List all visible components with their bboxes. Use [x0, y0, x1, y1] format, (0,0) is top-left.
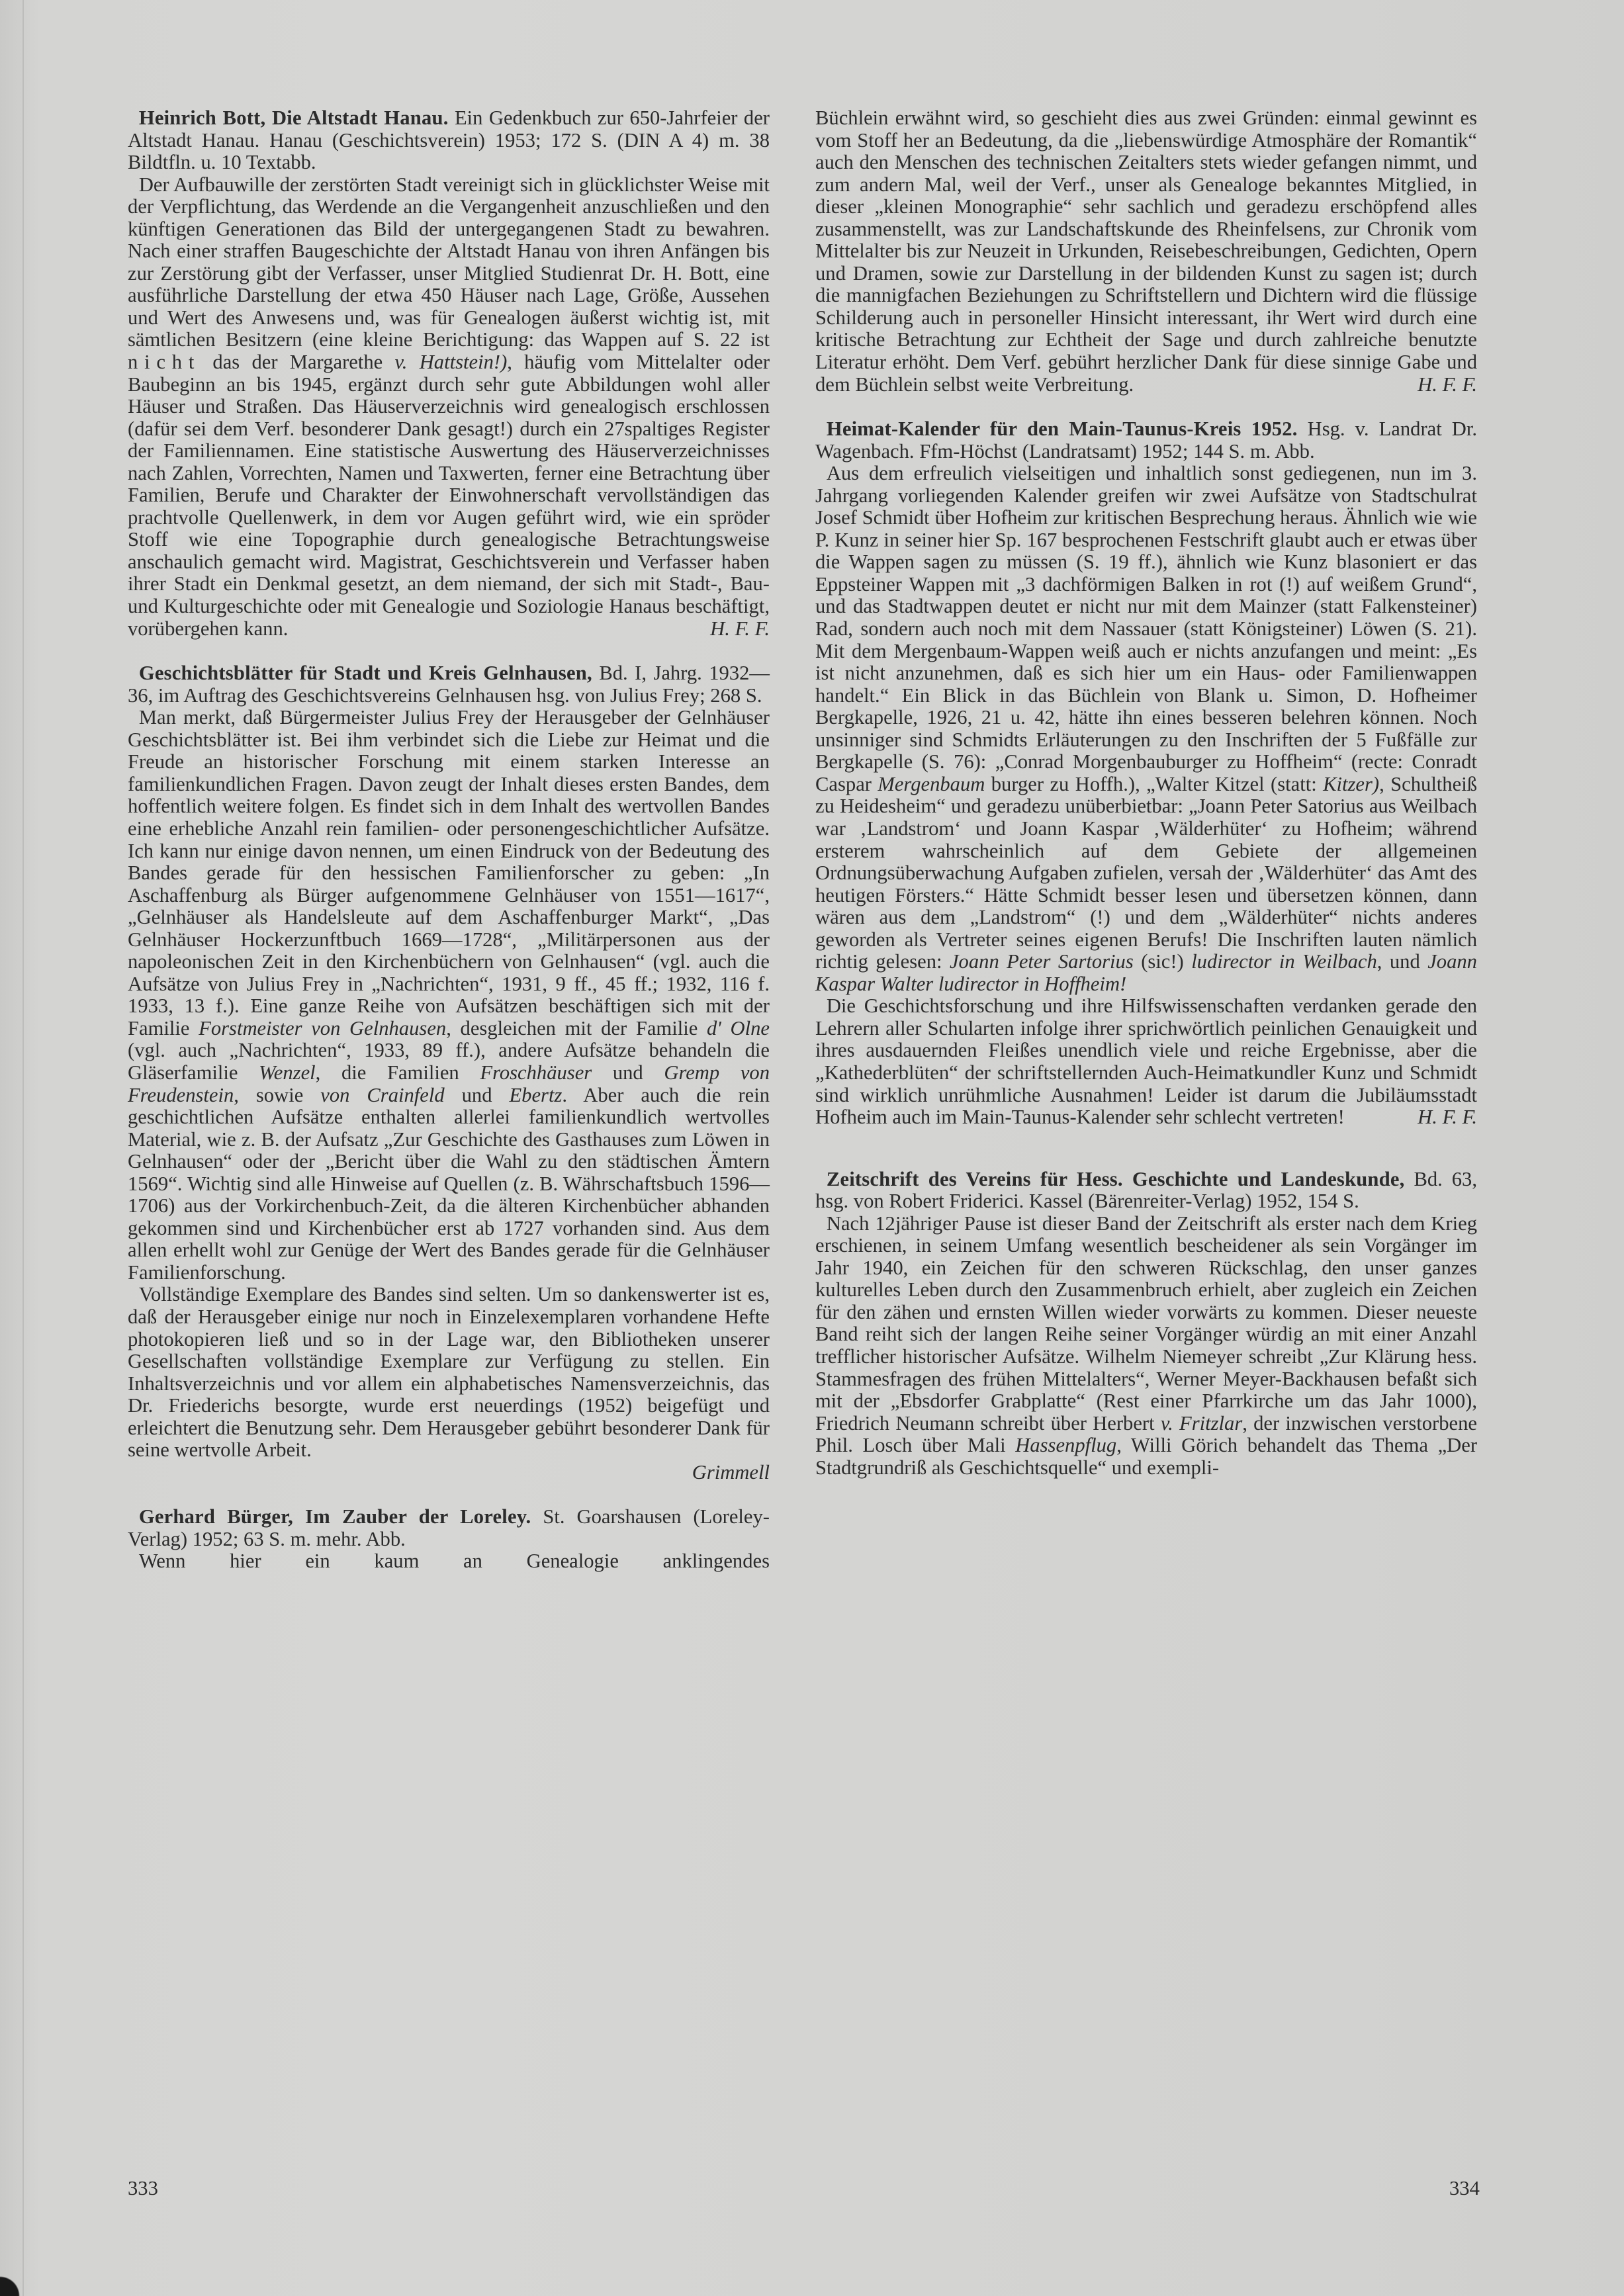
review-gerhard-buerger-continued: [815, 107, 1477, 396]
review-title: Zeitschrift des Vereins für Hess. Geschichte und Landeskunde,: [826, 1167, 1405, 1190]
page-number-left: 333: [128, 2177, 158, 2199]
review-body: [815, 463, 1477, 995]
review-title: Heimat-Kalender für den Main-Taunus-Kreis 1952.: [826, 418, 1298, 441]
review-header: [128, 1506, 770, 1550]
review-header: [815, 418, 1477, 463]
reviewer-signature: Grimmell: [692, 1460, 770, 1483]
review-heinrich-bott: [128, 107, 770, 640]
italic-name: Joann Peter Sartorius: [949, 950, 1134, 973]
body-text: , sowie: [234, 1083, 321, 1106]
body-text: , der inzwischen verstorbene Phil. Losch über Mali: [815, 1411, 1477, 1457]
italic-name: Kitzer): [1323, 772, 1380, 795]
body-text: Büchlein erwähnt wird, so geschieht dies aus zwei Gründen: einmal gewinnt es vom Stoff her an Bedeutung, da die „liebenswürdige Atmosphäre der Romantik“ auch den Menschen des technischen Zeitalters stets wieder gefangen nimmt, und zum andern Mal, weil der Verf., unser als Genealoge bekanntes Mitglied, in dieser „kleinen Monographie“ sehr sachlich und geradezu erschöpfend alles zusammenstellt, was zur Landschaftskunde des Rheinfelsens, zur Chronik vom Mittelalter bis zur Neuzeit in Urkunden, Reisebeschreibungen, Gedichten, Opern und Dramen, sowie zur Darstellung in der bildenden Kunst zu sagen ist; durch die mannigfachen Beziehungen zu Schriftstellern und Dichtern wird die flüssige Schilderung auch in personeller Hinsicht interessant, ihr Wert wird durch eine kritische Betrachtung zur Echtheit der Sage und durch zahlreiche benutzte Literatur erhöht. Dem Verf. gebührt herzlicher Dank für diese sinnige Gabe und dem Büchlein selbst weite Verbreitung.: [815, 107, 1477, 396]
review-citation: Bd. 63, hsg. von Robert Friderici. Kassel (Bärenreiter-Verlag) 1952, 154 S.: [815, 1167, 1477, 1213]
review-citation: Hsg. v. Landrat Dr. Wagenbach. Ffm-Höchst (Landratsamt) 1952; 144 S. m. Abb.: [815, 418, 1477, 463]
italic-name: v. Fritzlar: [1160, 1411, 1243, 1435]
italic-name: Ebertz: [509, 1083, 563, 1106]
italic-name: v. Hattstein!): [394, 351, 508, 374]
body-text: , die Familien: [315, 1061, 480, 1084]
body-text: (sic!): [1133, 950, 1192, 973]
right-column: [815, 107, 1477, 1479]
italic-name: Mergenbaum: [878, 772, 985, 795]
body-text: , Willi Görich behandelt das Thema „Der Stadtgrundriß als Geschichtsquelle“ und exempli-: [815, 1434, 1478, 1479]
review-header: [815, 1169, 1477, 1213]
review-body: [815, 995, 1477, 1128]
body-text: und: [592, 1061, 664, 1084]
book-gutter: [23, 0, 24, 2296]
body-text: (vgl. auch „Nachrichten“, 1933, 89 ff.), andere Aufsätze behandeln die Gläserfamilie: [128, 1039, 770, 1084]
reviewer-signature: H. F. F.: [1418, 1106, 1477, 1129]
review-body: [128, 707, 770, 1284]
body-text: und: [444, 1083, 510, 1106]
body-text: burger zu Hoffh.), „Walter Kitzel (statt:: [985, 772, 1324, 795]
italic-name: Joann Kaspar Walter ludirector in Hoffheim!: [815, 950, 1477, 995]
body-text: Nach 12jähriger Pause ist dieser Band der Zeitschrift als erster nach dem Krieg erschienen, in seinem Umfang wesentlich bescheidener als sein Vorgänger im Jahr 1940, ein Zeichen für den schweren Rückschlag, den unser ganzes kulturelles Leben durch den Zusammenbruch erhielt, aber zugleich ein Zeichen für den zähen und ernsten Willen wieder vorwärts zu kommen. Dieser neueste Band reiht sich der langen Reihe seiner Vorgänger würdig an mit einer Anzahl trefflicher historischer Aufsätze. Wilhelm Niemeyer schreibt „Zur Klärung hess. Stammesfragen des frühen Mittelalters“, Werner Meyer-Backhausen befaßt sich mit der „Ebsdorfer Grabplatte“ (Rest einer Pfarrkirche um das Jahr 1000), Friedrich Neumann schreibt über Herbert: [815, 1212, 1477, 1435]
review-citation: Ein Gedenkbuch zur 650-Jahrfeier der Altstadt Hanau. Hanau (Geschichtsverein) 1953; 172 S. (DIN A 4) m. 38 Bildtfln. u. 10 Textabb.: [128, 107, 770, 174]
page-corner-shadow: [0, 2270, 40, 2296]
review-title: Heinrich Bott, Die Altstadt Hanau.: [138, 107, 449, 129]
page-number-right: 334: [1449, 2177, 1480, 2199]
review-body: [815, 107, 1477, 396]
reviewer-signature: H. F. F.: [710, 617, 770, 640]
italic-name: ludirector in Weilbach: [1191, 950, 1377, 973]
review-citation: Bd. I, Jahrg. 1932—36, im Auftrag des Geschichtsvereins Gelnhausen hsg. von Julius Frey; 268 S.: [128, 662, 770, 707]
body-text: Man merkt, daß Bürgermeister Julius Frey der Herausgeber der Gelnhäuser Geschichtsblätter ist. Bei ihm verbindet sich die Liebe zur Heimat und die Freude an historischer Forschung mit einem starken Interesse an familienkundlichen Fragen. Davon zeugt der Inhalt dieses ersten Bandes, dem hoffentlich weitere folgen. Es findet sich in dem Inhalt des wertvollen Bandes eine erhebliche Anzahl rein familien- oder personengeschichtlicher Aufsätze. Ich kann nur einige davon nennen, um einen Eindruck von der Bedeutung des Bandes gerade für den hessischen Familienforscher zu geben: „In Aschaffenburg als Bürger aufgenommene Gelnhäuser von 1551—1617“, „Gelnhäuser als Handelsleute auf dem Aschaffenburger Markt“, „Das Gelnhäuser Hockerzunftbuch 1669—1728“, „Militärpersonen aus der napoleonischen Zeit in den Kirchenbüchern von Gelnhausen“ (vgl. auch die Aufsätze von Julius Frey in „Nachrichten“, 1931, 9 ff., 45 ff.; 1932, 116 f. 1933, 13 f.). Eine ganze Reihe von Aufsätzen beschäftigen sich mit der Familie: [128, 706, 770, 1039]
body-text: das der Margarethe: [201, 351, 395, 374]
body-text: . Aber auch die rein geschichtlichen Aufsätze enthalten allerlei familienkundlich wertvolles Material, wie z. B. der Aufsatz „Zur Geschichte des Gasthauses zum Löwen in Gelnhausen“ oder der „Bericht über die Wahl zu den städtischen Ämtern 1569“. Wichtig sind alle Hinweise auf Quellen (z. B. Währschaftsbuch 1596—1706) aus der Vorkirchenbuch-Zeit, da die älteren Kirchenbücher abhanden gekommen sind und Kirchenbücher erst ab 1727 vorhanden sind. Aus dem allen erhellt wohl zur Genüge der Wert des Bandes gerade für die Gelnhäuser Familienforschung.: [128, 1083, 770, 1284]
italic-name: von Crainfeld: [320, 1083, 445, 1106]
italic-name: Froschhäuser: [480, 1061, 592, 1084]
review-heimat-kalender: [815, 418, 1477, 1129]
reviewer-signature: H. F. F.: [1418, 373, 1477, 396]
italic-name: Forstmeister von Gelnhausen: [199, 1016, 447, 1039]
review-body: [815, 1213, 1477, 1479]
review-body: Wenn hier ein kaum an Genealogie anklingendes: [138, 1550, 770, 1573]
italic-name: Wenzel: [259, 1061, 316, 1084]
italic-name: d' Olne: [707, 1016, 770, 1039]
body-text: Aus dem erfreulich vielseitigen und inhaltlich sonst gediegenen, nun im 3. Jahrgang vorliegenden Kalender greifen wir zwei Aufsätze von Stadtschulrat Josef Schmidt über Hofheim zur kritischen Besprechung heraus. Ähnlich wie wie P. Kunz in seiner hier Sp. 167 besprochenen Festschrift glaubt auch er etwas über die Wappen sagen zu müssen (S. 19 ff.), ähnlich wie Kunz blasoniert er das Eppsteiner Wappen mit „3 dachförmigen Balken in rot (!) auf weißem Grund“, und das Stadtwappen deutet er nicht nur mit dem Mainzer (statt Falkensteiner) Rad, sondern auch noch mit dem Nassauer (statt Königsteiner) Löwen (S. 21). Mit dem Mergenbaum-Wappen weiß auch er nichts anzufangen und meint: „Es ist nicht anzunehmen, daß es sich hier um ein Haus- oder Familienwappen handelt.“ Ein Blick in das Büchlein von Blank u. Simon, D. Hofheimer Bergkapelle, 1926, 21 u. 42, hätte ihn eines besseren belehren können. Noch unsinniger sind Schmidts Erläuterungen zu den Inschriften der 5 Fußfälle zur Bergkapelle (S. 76): „Conrad Morgenbauburger zu Hoffheim“ (recte: Conradt Caspar: [815, 462, 1477, 795]
review-title: Geschichtsblätter für Stadt und Kreis Gelnhausen,: [138, 662, 592, 685]
review-gerhard-buerger: [128, 1506, 770, 1573]
body-text: , und: [1376, 950, 1428, 973]
body-text: , häufig vom Mittelalter oder Baubeginn an bis 1945, ergänzt durch sehr gute Abbildungen wohl aller Häuser und Straßen. Das Häuserverzeichnis wird genealogisch erschlossen (dafür sei dem Verf. besonderer Dank gesagt!) durch ein 27spaltiges Register der Familiennamen. Eine statistische Auswertung des Häuserverzeichnisses nach Zahlen, Vorrechten, Namen und Taxwerten, ferner eine Betrachtung über Familien, Berufe und Charakter der Einwohnerschaft vervollständigen das prachtvolle Quellenwerk, in dem vor Augen geführt wird, wie ein spröder Stoff wie eine Topographie durch genealogische Betrachtungsweise anschaulich gemacht wird. Magistrat, Geschichtsverein und Verfasser haben ihrer Stadt ein Denkmal gesetzt, an dem niemand, der sich mit Stadt-, Bau- und Kulturgeschichte oder mit Genealogie und Soziologie Hanaus beschäftigt, vorübergehen kann.: [128, 351, 770, 640]
review-geschichtsblaetter-gelnhausen: [128, 662, 770, 1483]
body-text: , Schultheiß zu Heidesheim“ und geradezu unüberbietbar: „Joann Peter Satorius aus Weilbach war ‚Landstrom‘ und Joann Kaspar ‚Wälderhüter‘ zu Hofheim; während ersterem wahrscheinlich auf dem Gebiete der allgemeinen Ordnungsüberwachung Aufgaben zufielen, versah der ‚Wälderhüter‘ das Amt des heutigen Försters.“ Hätte Schmidt besser lesen und übersetzen können, dann wären aus dem „Landstrom“ (!) und dem „Wälderhüter“ nichts anderes geworden als Vertreter seines eigenen Berufs! Die Inschriften lauten nämlich richtig gelesen:: [815, 772, 1477, 973]
body-text: Die Geschichtsforschung und ihre Hilfswissenschaften verdanken gerade den Lehrern aller Schularten infolge ihrer sprichwörtlich peinlichen Genauigkeit und ihres ausdauernden Fleißes unendlich viele und reiche Ergebnisse, aber die „Kathederblüten“ der schriftstellernden Auch-Heimatkundler Kunz und Schmidt sind wirklich unrühmliche Ausnahmen! Leider ist darum die Jubiläumsstadt Hofheim auch im Main-Taunus-Kalender sehr schlecht vertreten!: [815, 994, 1477, 1129]
emphasis-text: nicht: [128, 351, 201, 374]
review-header: [128, 662, 770, 707]
body-text: Der Aufbauwille der zerstörten Stadt vereinigt sich in glücklichster Weise mit der Verpflichtung, das Werdende an die Vergangenheit anzuschließen und den künftigen Generationen das Bild der untergegangenen Stadt zu bewahren. Nach einer straffen Baugeschichte der Altstadt Hanau von ihren Anfängen bis zur Zerstörung gibt der Verfasser, unser Mitglied Studienrat Dr. H. Bott, eine ausführliche Darstellung der etwa 450 Häuser nach Lage, Größe, Aussehen und Wert des Anwesens und, was für Genealogen äußerst wichtig ist, mit sämtlichen Besitzern (eine kleine Berichtigung: das Wappen auf S. 22 ist: [128, 173, 770, 351]
left-column: [128, 107, 770, 1573]
review-header: [128, 107, 770, 174]
review-zeitschrift-hess-geschichte: [815, 1169, 1477, 1479]
review-title: Gerhard Bürger, Im Zauber der Loreley.: [138, 1505, 531, 1528]
body-text: , desgleichen mit der Familie: [446, 1016, 707, 1039]
review-body: [128, 174, 770, 640]
review-body: Vollständige Exemplare des Bandes sind selten. Um so dankenswerter ist es, daß der Herausgeber einige nur noch in Einzelexemplaren vorhandene Hefte photokopieren ließ und so in der Lage war, den Bibliotheken unserer Gesellschaften vollständige Exemplare zur Verfügung zu stellen. Ein Inhaltsverzeichnis und vor allem ein alphabetisches Namensverzeichnis, das Dr. Friederichs besorgte, wurde erst neuerdings (1952) beigefügt und erleichtert die Benutzung sehr. Dem Herausgeber gebührt besonderer Dank für seine wertvolle Arbeit.: [128, 1283, 770, 1462]
review-citation: St. Goarshausen (Loreley-Verlag) 1952; 63 S. m. mehr. Abb.: [128, 1505, 770, 1550]
italic-name: Gremp von Freudenstein: [128, 1061, 770, 1106]
italic-name: Hassenpflug: [1015, 1434, 1117, 1457]
